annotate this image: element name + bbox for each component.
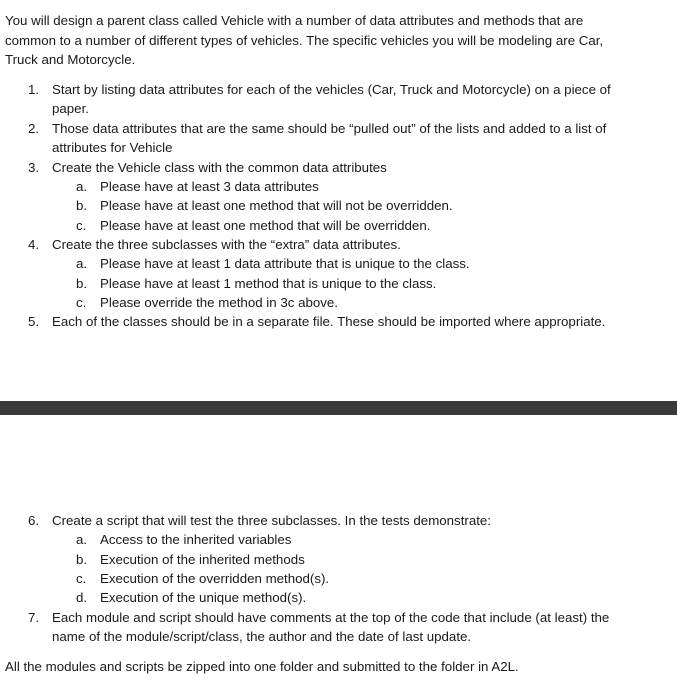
step-4c-letter: c. bbox=[76, 295, 87, 310]
step-4c-text: Please override the method in 3c above. bbox=[100, 295, 339, 310]
intro-line-1: You will design a parent class called Vehicle with a number of data attributes and methods that are bbox=[5, 13, 584, 28]
step-3-text: Create the Vehicle class with the common data attributes bbox=[52, 160, 387, 175]
step-4b-text: Please have at least 1 method that is unique to the class. bbox=[100, 276, 437, 291]
step-2-text-line-2: attributes for Vehicle bbox=[52, 140, 173, 155]
step-5-number: 5. bbox=[28, 314, 40, 329]
step-4b-letter: b. bbox=[76, 276, 88, 291]
step-6d-text: Execution of the unique method(s). bbox=[100, 590, 307, 605]
step-1-text-line-2: paper. bbox=[52, 101, 89, 116]
step-3c-text: Please have at least one method that will be overridden. bbox=[100, 218, 431, 233]
step-3a-letter: a. bbox=[76, 179, 88, 194]
step-3-number: 3. bbox=[28, 160, 40, 175]
step-6a-text: Access to the inherited variables bbox=[100, 532, 292, 547]
step-5-text: Each of the classes should be in a separate file. These should be imported where appropriate. bbox=[52, 314, 606, 329]
step-7-number: 7. bbox=[28, 610, 40, 625]
step-3b-text: Please have at least one method that will not be overridden. bbox=[100, 198, 453, 213]
step-1-number: 1. bbox=[28, 82, 40, 97]
step-6-text: Create a script that will test the three subclasses. In the tests demonstrate: bbox=[52, 513, 492, 528]
closing-note: All the modules and scripts be zipped into one folder and submitted to the folder in A2L. bbox=[5, 659, 519, 674]
step-1-text-line-1: Start by listing data attributes for each of the vehicles (Car, Truck and Motorcycle) on a piece of bbox=[52, 82, 611, 97]
intro-line-2: common to a number of different types of vehicles. The specific vehicles you will be modeling are Car, bbox=[5, 33, 604, 48]
step-6c-text: Execution of the overridden method(s). bbox=[100, 571, 330, 586]
step-7-text-line-2: name of the module/script/class, the author and the date of last update. bbox=[52, 629, 472, 644]
step-2-text-line-1: Those data attributes that are the same should be “pulled out” of the lists and added to a list of bbox=[52, 121, 607, 136]
step-7-text-line-1: Each module and script should have comments at the top of the code that include (at least) the bbox=[52, 610, 610, 625]
step-6b-letter: b. bbox=[76, 552, 88, 567]
step-4-text: Create the three subclasses with the “extra” data attributes. bbox=[52, 237, 401, 252]
page-break-divider bbox=[0, 401, 677, 415]
step-3c-letter: c. bbox=[76, 218, 87, 233]
step-6b-text: Execution of the inherited methods bbox=[100, 552, 305, 567]
step-6c-letter: c. bbox=[76, 571, 87, 586]
intro-line-3: Truck and Motorcycle. bbox=[5, 52, 136, 67]
step-4a-text: Please have at least 1 data attribute that is unique to the class. bbox=[100, 256, 470, 271]
step-4-number: 4. bbox=[28, 237, 40, 252]
step-6d-letter: d. bbox=[76, 590, 88, 605]
step-2-number: 2. bbox=[28, 121, 40, 136]
step-6-number: 6. bbox=[28, 513, 40, 528]
step-4a-letter: a. bbox=[76, 256, 88, 271]
step-3a-text: Please have at least 3 data attributes bbox=[100, 179, 319, 194]
step-6a-letter: a. bbox=[76, 532, 88, 547]
step-3b-letter: b. bbox=[76, 198, 88, 213]
